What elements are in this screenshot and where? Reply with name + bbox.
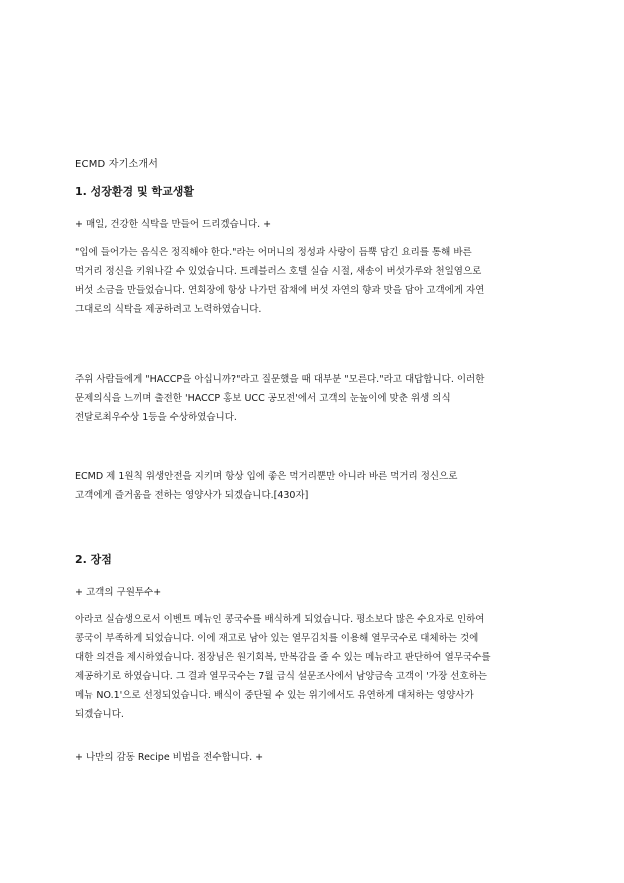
- paragraph-line: "입에 들어가는 음식은 정직해야 한다."라는 어머니의 정성과 사랑이 듬뿍 담긴 요리를 통해 바른: [75, 247, 472, 258]
- section1-paragraph-2: [75, 370, 555, 427]
- section2-paragraph-1: [75, 610, 555, 724]
- paragraph-line: 메뉴 NO.1'으로 선정되었습니다. 배식이 중단될 수 있는 위기에서도 유연하게 대처하는 영양사가: [75, 690, 474, 701]
- paragraph-line: 문제의식을 느끼며 출전한 'HACCP 홍보 UCC 공모전'에서 고객의 눈높이에 맞춘 위생 의식: [75, 393, 451, 404]
- section2-subtitle-2: + 나만의 감동 Recipe 비법을 전수합니다. +: [75, 752, 264, 763]
- paragraph-line: 먹거리 정신을 키워나갈 수 있었습니다. 트레블러스 호텔 실습 시절, 새송이 버섯가루와 천일염으로: [75, 266, 482, 277]
- paragraph-line: 제공하기로 하였습니다. 그 결과 열무국수는 7월 급식 설문조사에서 남양금속 고객이 '가장 선호하는: [75, 671, 487, 682]
- paragraph-line: 아라코 실습생으로서 이벤트 메뉴인 콩국수를 배식하게 되었습니다. 평소보다 많은 수요자로 인하여: [75, 614, 485, 625]
- paragraph-line: 전달로최우수상 1등을 수상하였습니다.: [75, 412, 237, 423]
- section1-subtitle: + 매일, 건강한 식탁을 만들어 드리겠습니다. +: [75, 219, 272, 230]
- paragraph-line: 대한 의견을 제시하였습니다. 점장님은 원기회복, 만복감을 줄 수 있는 메뉴라고 판단하여 열무국수를: [75, 652, 491, 663]
- section1-paragraph-1: [75, 243, 555, 319]
- paragraph-line: 콩국이 부족하게 되었습니다. 이에 재고로 남아 있는 열무김치를 이용해 열무국수로 대체하는 것에: [75, 633, 479, 644]
- section2-subtitle: + 고객의 구원투수+: [75, 587, 162, 598]
- paragraph-line: 주위 사람들에게 "HACCP을 아십니까?"라고 질문했을 때 대부분 "모른다."라고 대답합니다. 이러한: [75, 374, 485, 385]
- paragraph-line: 그대로의 식탁을 제공하려고 노력하였습니다.: [75, 304, 262, 315]
- paragraph-line: ECMD 제 1원칙 위생안전을 지키며 항상 입에 좋은 먹거리뿐만 아니라 바른 먹거리 정신으로: [75, 471, 458, 482]
- paragraph-line: 고객에게 즐거움을 전하는 영양사가 되겠습니다.[430자]: [75, 490, 309, 501]
- section2-heading: 2. 장점: [75, 553, 112, 566]
- section1-paragraph-3: [75, 467, 555, 505]
- paragraph-line: 되겠습니다.: [75, 709, 124, 720]
- paragraph-line: 버섯 소금을 만들었습니다. 연회장에 항상 나가던 잡채에 버섯 자연의 향과 맛을 담아 고객에게 자연: [75, 285, 485, 296]
- document-title: ECMD 자기소개서: [75, 159, 159, 170]
- section1-heading: 1. 성장환경 및 학교생활: [75, 185, 194, 198]
